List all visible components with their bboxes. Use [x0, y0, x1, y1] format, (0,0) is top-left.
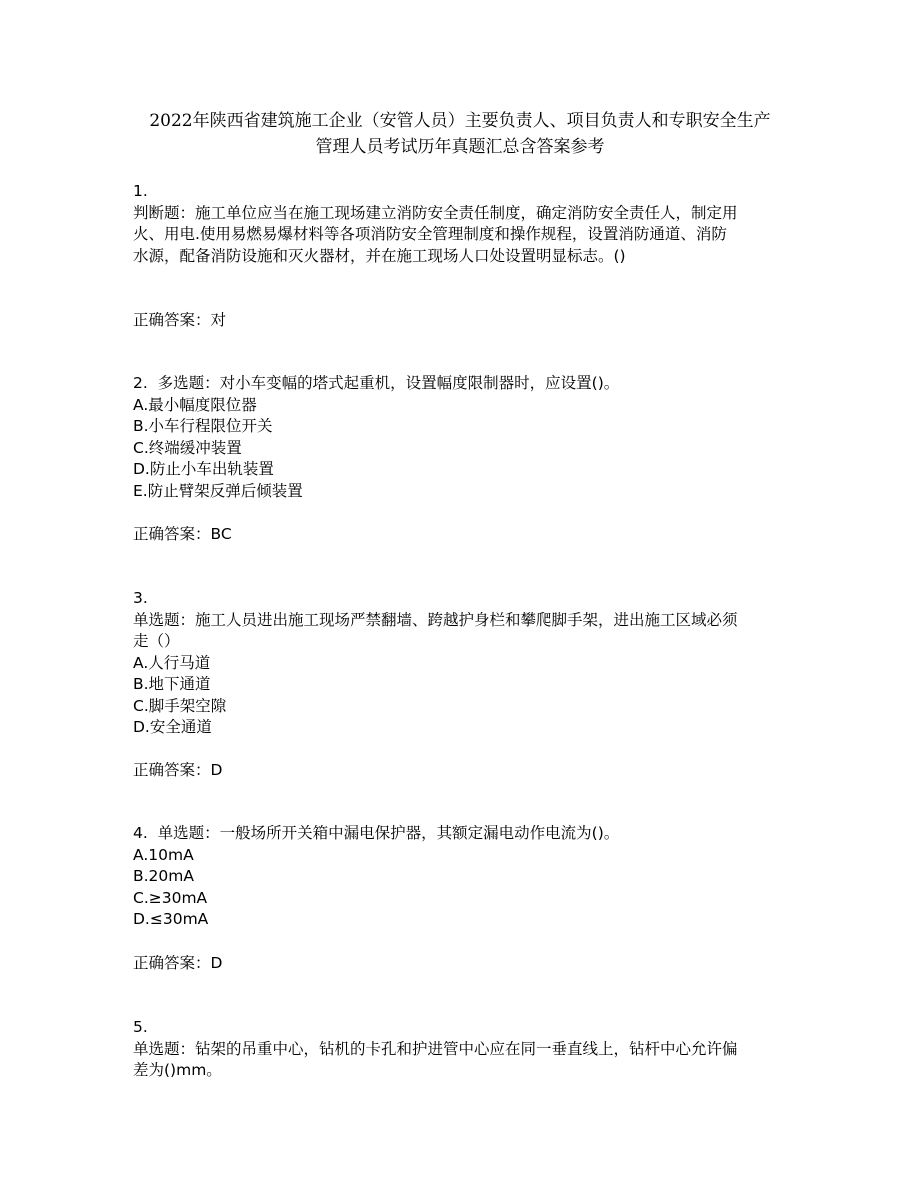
question-5 — [133, 1017, 793, 1082]
document-title — [120, 108, 800, 160]
answer-2: 正确答案：BC — [133, 525, 232, 543]
answer-1: 正确答案：对 — [133, 311, 227, 329]
title-line-1: 2022年陕西省建筑施工企业（安管人员）主要负责人、项目负责人和专职安全生产 — [149, 111, 771, 131]
option-b: B.20mA — [133, 867, 194, 885]
option-d: D.≤30mA — [133, 910, 209, 928]
option-b: B.地下通道 — [133, 675, 211, 693]
option-c: C.脚手架空隙 — [133, 696, 227, 715]
answer-3: 正确答案：D — [133, 761, 223, 779]
question-text-line: 单选题：施工人员进出施工现场严禁翻墙、跨越护身栏和攀爬脚手架，进出施工区域必须 — [133, 610, 738, 629]
question-text-line: 4. 单选题：一般场所开关箱中漏电保护器，其额定漏电动作电流为()。 — [133, 824, 620, 842]
question-text-line: 判断题：施工单位应当在施工现场建立消防安全责任制度，确定消防安全责任人，制定用 — [133, 203, 738, 222]
question-4 — [133, 823, 793, 931]
option-a: A.人行马道 — [133, 653, 211, 672]
question-text-line: 2. 多选题：对小车变幅的塔式起重机，设置幅度限制器时，应设置()。 — [133, 374, 620, 392]
question-text-line: 水源，配备消防设施和灭火器材，并在施工现场人口处设置明显标志。() — [133, 246, 626, 265]
question-number: 3. — [133, 589, 148, 607]
question-1 — [133, 181, 793, 267]
option-b: B.小车行程限位开关 — [133, 417, 273, 435]
option-a: A.10mA — [133, 845, 194, 864]
option-d: D.防止小车出轨装置 — [133, 460, 274, 478]
option-d: D.安全通道 — [133, 718, 212, 736]
question-text-line: 单选题：钻架的吊重中心，钻机的卡孔和护进管中心应在同一垂直线上，钻杆中心允许偏 — [133, 1039, 738, 1058]
title-line-2: 管理人员考试历年真题汇总含答案参考 — [315, 137, 605, 157]
question-text-line: 火、用电.使用易燃易爆材料等各项消防安全管理制度和操作规程，设置消防通道、消防 — [133, 225, 727, 243]
question-number: 1. — [133, 182, 148, 200]
question-text-line: 差为()mm。 — [133, 1061, 222, 1079]
question-text-line: 走（） — [133, 632, 180, 650]
option-c: C.终端缓冲装置 — [133, 438, 242, 457]
option-c: C.≥30mA — [133, 888, 208, 907]
option-a: A.最小幅度限位器 — [133, 395, 257, 414]
question-2 — [133, 373, 793, 502]
question-3 — [133, 588, 793, 739]
answer-4: 正确答案：D — [133, 954, 223, 972]
option-e: E.防止臂架反弹后倾装置 — [133, 481, 303, 500]
question-number: 5. — [133, 1018, 148, 1036]
